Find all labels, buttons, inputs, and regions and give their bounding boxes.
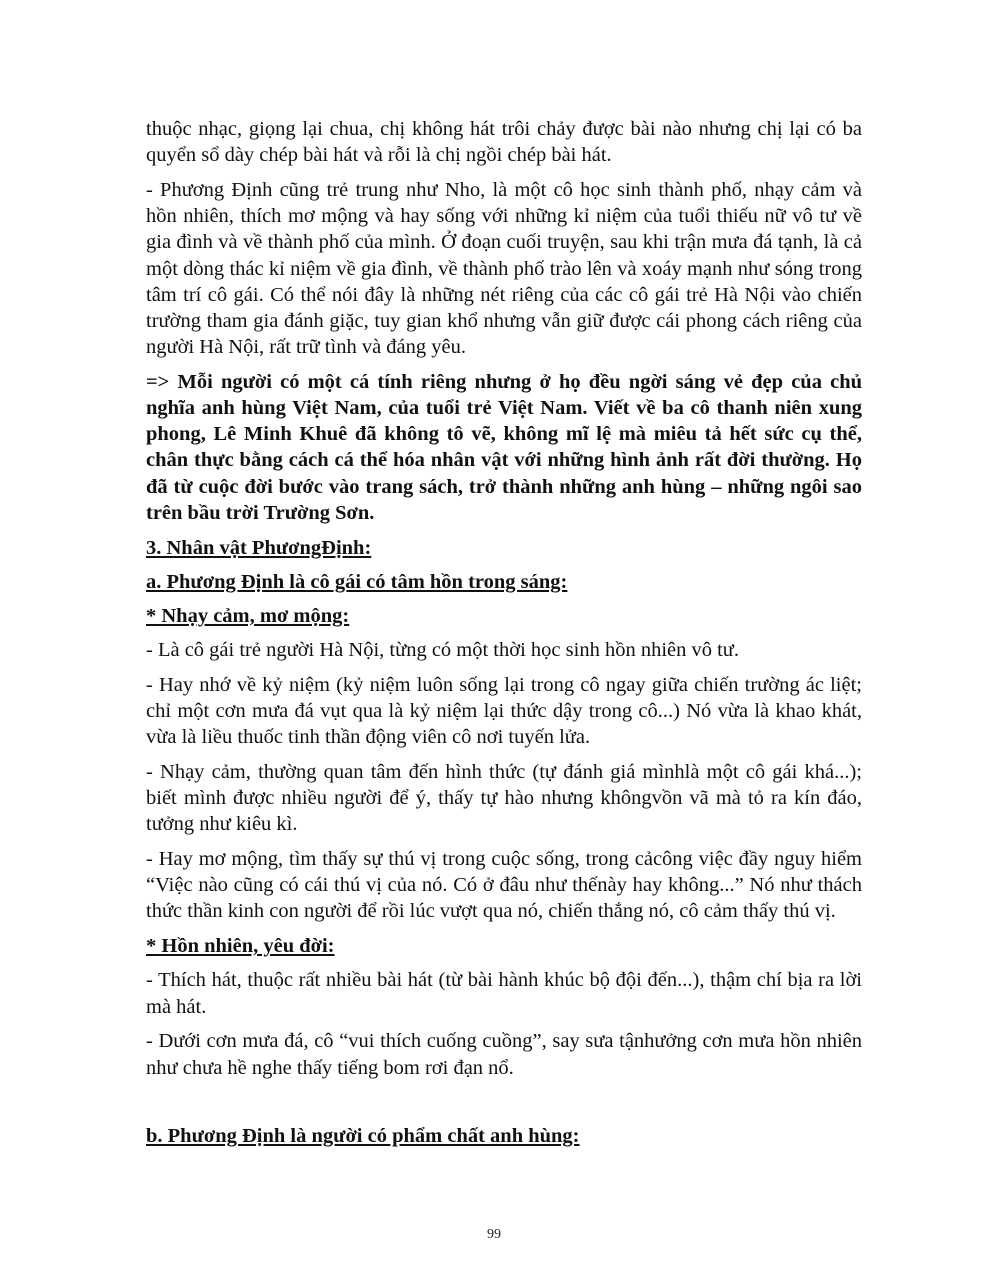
point-heading: * Hồn nhiên, yêu đời:: [146, 935, 335, 958]
paragraph: - Phương Định cũng trẻ trung như Nho, là một cô học sinh thành phố, nhạy cảm và hồn nhiên, thích mơ mộng và hay sống với những kỉ niệm của tuổi thiếu nữ vô tư về gia đình và về thành phố của mình. Ở đoạn cuối truyện, sau khi trận mưa đá tạnh, là cả một dòng thác kỉ niệm về gia đình, về thành phố trào lên và xoáy mạnh như sóng trong tâm trí cô gái. Có thể nói đây là những nét riêng của các cô gái trẻ Hà Nội vào chiến trường tham gia đánh giặc, tuy gian khổ nhưng vẫn giữ được cái phong cách riêng của người Hà Nội, rất trữ tình và đáng yêu.: [146, 178, 862, 359]
paragraph: - Hay nhớ về kỷ niệm (kỷ niệm luôn sống lại trong cô ngay giữa chiến trường ác liệt; chỉ một cơn mưa đá vụt qua là kỷ niệm lại thức dậy trong cô...) Nó vừa là khao khát, vừa là liều thuốc tinh thần động viên cô nơi tuyến lửa.: [146, 673, 862, 749]
summary-paragraph: => Mỗi người có một cá tính riêng nhưng ở họ đều ngời sáng vẻ đẹp của chủ nghĩa anh hùng Việt Nam, của tuổi trẻ Việt Nam. Viết về ba cô thanh niên xung phong, Lê Minh Khuê đã không tô vẽ, không mĩ lệ mà miêu tả hết sức cụ thể, chân thực bằng cách cá thể hóa nhân vật với những hình ảnh rất đời thường. Họ đã từ cuộc đời bước vào trang sách, trở thành những anh hùng – những ngôi sao trên bầu trời Trường Sơn.: [146, 370, 862, 524]
paragraph: - Là cô gái trẻ người Hà Nội, từng có một thời học sinh hồn nhiên vô tư.: [146, 639, 740, 662]
document-page: [146, 116, 862, 1157]
paragraph: - Thích hát, thuộc rất nhiều bài hát (từ bài hành khúc bộ đội đến...), thậm chí bịa ra lời mà hát.: [146, 969, 862, 1018]
spacer: [146, 1089, 862, 1123]
subsection-heading: a. Phương Định là cô gái có tâm hồn trong sáng:: [146, 570, 568, 593]
section-heading: 3. Nhân vật PhươngĐịnh:: [146, 536, 372, 559]
paragraph: - Nhạy cảm, thường quan tâm đến hình thức (tự đánh giá mìnhlà một cô gái khá...); biết mình được nhiều người để ý, thấy tự hào nhưng khôngvồn vã mà tỏ ra kín đáo, tưởng như kiêu kì.: [146, 760, 862, 836]
paragraph: - Dưới cơn mưa đá, cô “vui thích cuống cuồng”, say sưa tậnhưởng cơn mưa hồn nhiên như chưa hề nghe thấy tiếng bom rơi đạn nổ.: [146, 1030, 862, 1079]
subsection-heading: b. Phương Định là người có phẩm chất anh hùng:: [146, 1125, 580, 1148]
paragraph: - Hay mơ mộng, tìm thấy sự thú vị trong cuộc sống, trong cảcông việc đầy nguy hiểm “Việc nào cũng có cái thú vị của nó. Có ở đâu như thếnày hay không...” Nó như thách thức thần kinh con người để rồi lúc vượt qua nó, chiến thắng nó, cô cảm thấy thú vị.: [146, 848, 862, 923]
page-number: 99: [487, 1227, 501, 1242]
point-heading: * Nhạy cảm, mơ mộng:: [146, 604, 350, 627]
paragraph: thuộc nhạc, giọng lại chua, chị không hát trôi chảy được bài nào nhưng chị lại có ba quyển sổ dày chép bài hát và rỗi là chị ngồi chép bài hát.: [146, 118, 862, 167]
